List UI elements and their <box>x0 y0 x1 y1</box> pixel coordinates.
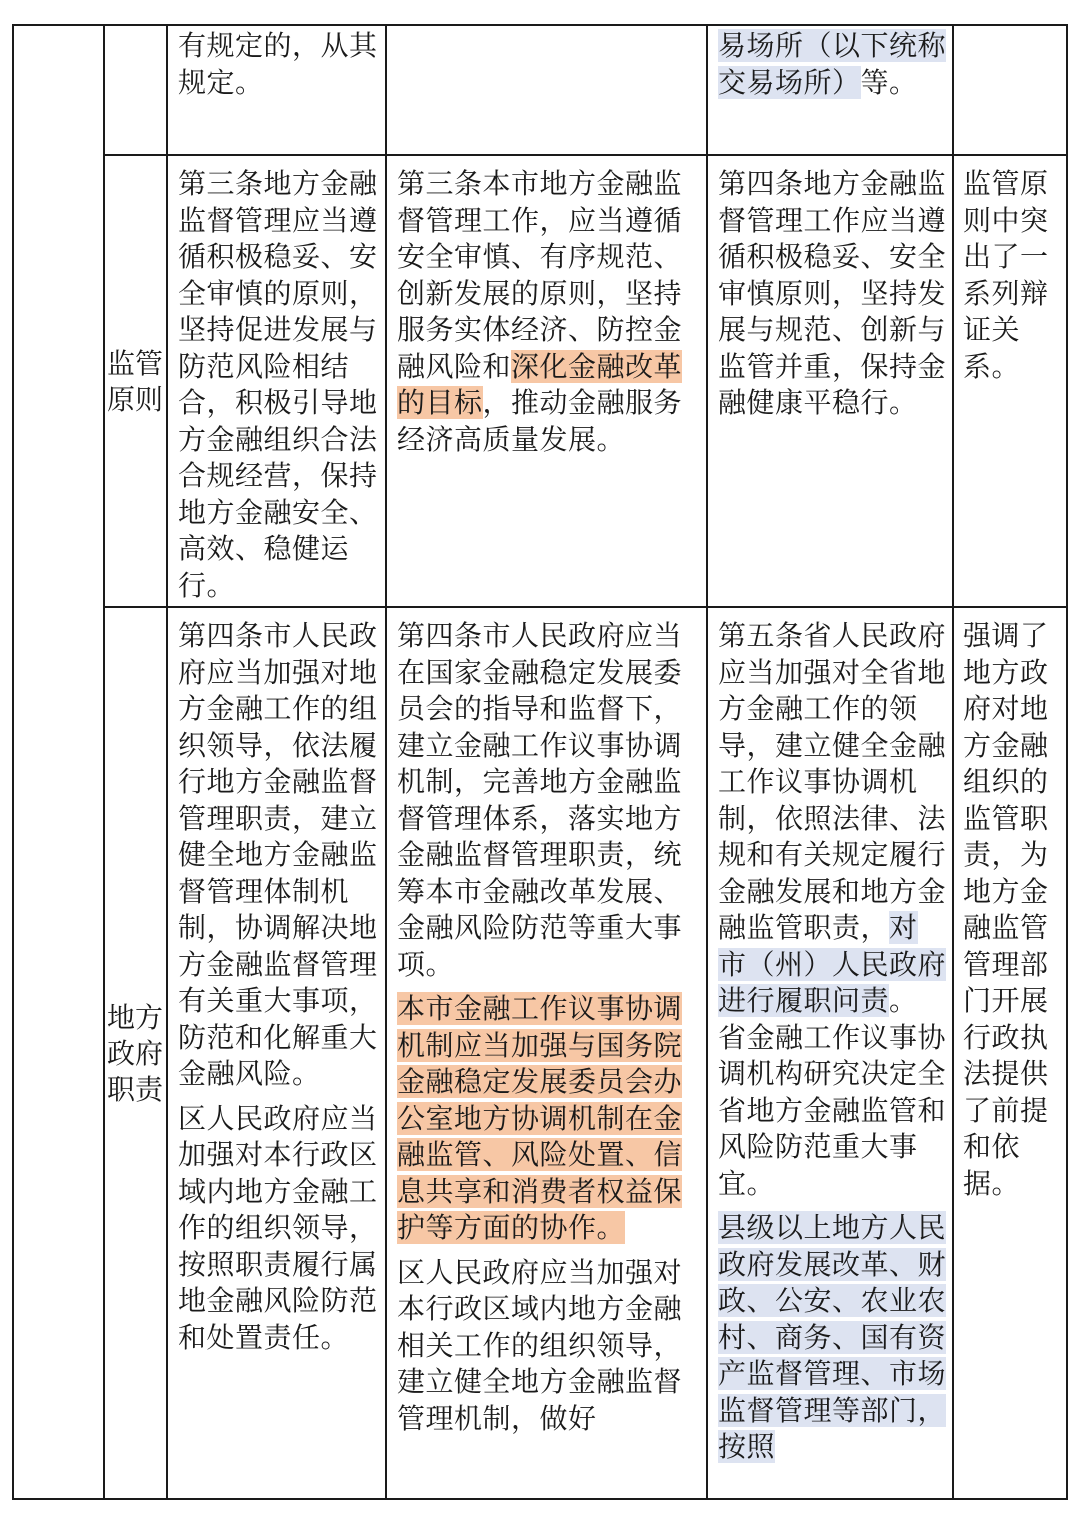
row-divider-2 <box>103 606 1068 608</box>
row1-label: 监管原则 <box>106 347 163 416</box>
row-divider-bottom <box>12 1498 1068 1500</box>
row2-col-c <box>718 618 946 1466</box>
row0-col-a <box>178 28 378 101</box>
paragraph: 第四条市人民政府应当在国家金融稳定发展委员会的指导和监督下，建立金融工作议事协调机制，完善地方金融监督管理体系，落实地方金融监督管理职责，统筹本市金融改革发展、金融风险防范等重大事项。 <box>397 619 683 981</box>
text-run: 等。 <box>860 65 918 99</box>
row2-col-d <box>963 618 1059 1202</box>
paragraph: 强调了地方政府对地方金融组织的监管职责，为地方金融监管管理部门开展行政执法提供了前提和依据。 <box>963 619 1049 1200</box>
row-divider-1 <box>103 154 1068 156</box>
row2-col-b <box>397 618 697 1437</box>
text-run: 。省金融工作议事协调机构研究决定全省地方金融监管和风险防范重大事宜。 <box>718 984 947 1200</box>
paragraph <box>397 991 697 1247</box>
row1-col-a <box>178 166 378 604</box>
paragraph: 区人民政府应当加强对本行政区域内地方金融工作的组织领导，按照职责履行属地金融风险防范和处置责任。 <box>178 1101 378 1354</box>
row2-label: 地方政府职责 <box>106 1001 163 1106</box>
highlighted-text: 对市（州）人民政府进行履职问责 <box>718 911 947 1017</box>
col-divider-0 <box>12 24 14 1500</box>
row-divider-top <box>12 24 1068 26</box>
row0-col-c <box>718 28 946 101</box>
paragraph <box>718 618 946 1202</box>
row1-col-b <box>397 166 697 458</box>
highlighted-text: 深化金融改革的目标 <box>397 349 683 419</box>
paragraph: 第四条市人民政府应当加强对地方金融工作的组织领导，依法履行地方金融监督管理职责，建立健全地方金融监督管理体制机制，协调解决地方金融监督管理有关重大事项，防范和化解重大金融风险。 <box>178 619 378 1090</box>
paragraph <box>718 1210 946 1466</box>
col-divider-3 <box>385 24 387 1500</box>
row1-col-d <box>963 166 1059 385</box>
text-run: ，推动金融服务经济高质量发展。 <box>397 386 683 456</box>
col-divider-2 <box>166 24 168 1500</box>
col-divider-5 <box>952 24 954 1500</box>
col-divider-1 <box>103 24 105 1500</box>
paragraph: 有规定的，从其规定。 <box>178 29 378 99</box>
paragraph <box>718 28 946 101</box>
text-run: 第五条省人民政府应当加强对全省地方金融工作的领导，建立健全金融工作议事协调机制，依照法律、法规和有关规定履行金融发展和地方金融监管职责， <box>718 619 947 944</box>
paragraph <box>397 166 697 458</box>
paragraph: 区人民政府应当加强对本行政区域内地方金融相关工作的组织领导，建立健全地方金融监督管理机制，做好 <box>397 1255 683 1435</box>
text-run: 第三条本市地方金融监督管理工作，应当遵循安全审慎、有序规范、创新发展的原则，坚持服务实体经济、防控金融风险和 <box>397 167 683 383</box>
row1-col-c <box>718 166 946 422</box>
paragraph: 监管原则中突出了一系列辩证关系。 <box>963 167 1049 383</box>
row2-col-a <box>178 618 378 1356</box>
highlighted-text: 县级以上地方人民政府发展改革、财政、公安、农业农村、商务、国有资产监督管理、市场监督管理等部门，按照 <box>718 1211 947 1463</box>
highlighted-text: 本市金融工作议事协调机制应当加强与国务院金融稳定发展委员会办公室地方协调机制在金融监管、风险处置、信息共享和消费者权益保护等方面的协作。 <box>397 992 683 1244</box>
col-divider-6 <box>1066 24 1068 1500</box>
paragraph: 第四条地方金融监督管理工作应当遵循积极稳妥、安全审慎原则，坚持发展与规范、创新与监管并重，保持金融健康平稳行。 <box>718 167 947 419</box>
highlighted-text: 易场所（以下统称交易场所） <box>718 29 947 99</box>
col-divider-4 <box>706 24 708 1500</box>
paragraph: 第三条地方金融监督管理应当遵循积极稳妥、安全审慎的原则，坚持促进发展与防范风险相结合，积极引导地方金融组织合法合规经营，保持地方金融安全、高效、稳健运行。 <box>178 167 378 602</box>
